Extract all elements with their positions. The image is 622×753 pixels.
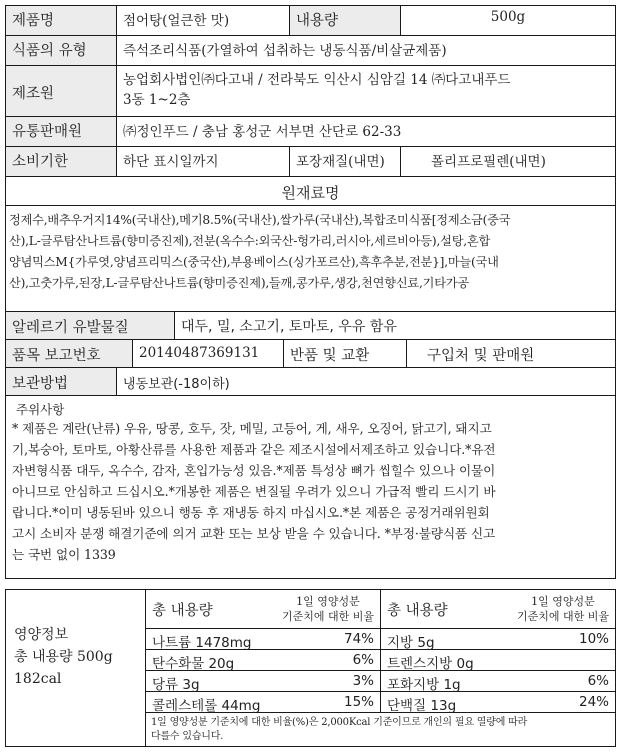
right-header-label: 총 내용량	[387, 603, 448, 619]
nutrition-footnote	[145, 712, 616, 747]
ingredients-text	[5, 205, 616, 312]
storage-value: 냉동보관(-18이하)	[116, 367, 616, 396]
left-header-label: 총 내용량	[152, 603, 213, 619]
nutrient-name: 단백질 13g	[387, 698, 457, 714]
expiry-value: 하단 표시일까지	[116, 146, 290, 177]
nutrition-right-header	[380, 589, 616, 629]
nutrition-title-line-3: 182cal	[14, 671, 62, 687]
ingredients-line: 정제수,배추우거지14%(국내산),메기8.5%(국내산),쌀가루(국내산),복합조미식품[정제소금(중국	[9, 213, 511, 227]
expiry-label: 소비기한	[5, 146, 117, 177]
nutrient-name: 나트륨 1478mg	[152, 635, 252, 651]
left-dv-header	[282, 594, 374, 624]
nutrition-left-header	[145, 589, 381, 629]
nutrient-name: 콜레스테롤 44mg	[152, 698, 261, 714]
dv-header-line-1: 1일 영양성분	[296, 595, 360, 608]
product-info-table	[5, 5, 616, 579]
nutrient-percent: 24%	[578, 694, 609, 710]
packaging-label: 포장재질(내면)	[289, 146, 401, 177]
caution-section	[5, 395, 616, 579]
dv-header-line-2: 기준치에 대한 비율	[516, 610, 609, 623]
caution-line: 아니므로 안심하고 드십시오.*개봉한 제품은 변질될 우려가 있으니 가급적 빨리 드시기 바	[12, 484, 496, 499]
report-number-label: 품목 보고번호	[5, 339, 133, 368]
caution-line: 랍니다.*이미 냉동된바 있으니 행동 후 재냉동 하지 마십시오.*본 제품은 공정거래위원회	[12, 505, 490, 520]
volume-label: 내용량	[289, 5, 401, 36]
nutrient-percent: 10%	[578, 631, 609, 647]
ingredients-line: 산),L-글루탐산나트륨(향미증진제),전분(옥수수:외국산-헝가리,러시아,세르비아등),설탕,혼합	[9, 234, 491, 248]
nutrient-name: 당류 3g	[152, 677, 200, 693]
ingredients-header: 원재료명	[5, 176, 616, 206]
nutrition-title-line-1: 영양정보	[14, 627, 69, 643]
caution-text	[6, 418, 615, 565]
distributor-label: 유통판매원	[5, 116, 117, 147]
nutrient-name: 트렌스지방 0g	[387, 656, 474, 672]
food-type-value: 즉석조리식품(가열하여 섭취하는 냉동식품/비살균제품)	[116, 35, 616, 66]
nutrition-row	[145, 649, 381, 671]
storage-label: 보관방법	[5, 367, 117, 396]
footnote-line-1: 1일 영양성분 기준치에 대한 비율(%)은 2,000Kcal 기준이므로 개인의 필요 열량에 따라	[151, 717, 528, 728]
report-number-value: 20140487369131	[132, 339, 284, 368]
nutrition-row	[145, 670, 381, 692]
return-value: 구입처 및 판매원	[406, 339, 616, 368]
nutrition-title-line-2: 총 내용량 500g	[14, 649, 113, 665]
return-label: 반품 및 교환	[283, 339, 407, 368]
caution-line: 는 국번 없이 1339	[12, 547, 116, 562]
allergen-value: 대두, 밀, 소고기, 토마토, 우유 함유	[174, 311, 616, 340]
allergen-label: 알레르기 유발물질	[5, 311, 175, 340]
nutrient-percent: 15%	[343, 694, 374, 710]
nutrition-row	[145, 691, 381, 713]
manufacturer-line-2: 3동 1~2층	[123, 92, 191, 108]
footnote-line-2: 다를수 있습니다.	[151, 731, 224, 742]
nutrition-row	[145, 628, 381, 650]
product-name-value: 점어탕(얼큰한 맛)	[116, 5, 290, 36]
nutrient-percent: 6%	[352, 652, 374, 668]
nutrient-name: 포화지방 1g	[387, 677, 461, 693]
right-dv-header	[517, 594, 609, 624]
ingredients-line: 양념믹스M{가루엿,양념프리믹스(중국산),부용베이스(싱가포르산),흑후추분,전분}],마늘(국내	[9, 255, 499, 269]
nutrition-row	[380, 670, 616, 692]
nutrition-title	[5, 589, 146, 747]
manufacturer-label: 제조원	[5, 65, 117, 117]
manufacturer-value	[116, 65, 616, 117]
nutrition-row	[380, 628, 616, 650]
product-name-label: 제품명	[5, 5, 117, 36]
manufacturer-line-1: 농업회사법인㈜다고내 / 전라북도 익산시 심암길 14 ㈜다고내푸드	[123, 72, 511, 88]
distributor-value: ㈜정인푸드 / 충남 홍성군 서부면 산단로 62-33	[116, 116, 616, 147]
nutrient-percent: 3%	[352, 673, 374, 689]
caution-line: 자변형식품 대두, 옥수수, 감자, 혼입가능성 있음.*제품 특성상 뼈가 씹힐수 있으나 이물이	[12, 463, 496, 478]
nutrient-percent: 74%	[343, 631, 374, 647]
nutrient-percent: 6%	[587, 673, 609, 689]
nutrient-name: 지방 5g	[387, 635, 435, 651]
ingredients-line: 산),고춧가루,된장,L-글루탐산나트륨(향미증진제),들깨,콩가루,생강,천연향신료,기타가공	[9, 276, 469, 290]
nutrition-row	[380, 649, 616, 671]
nutrient-name: 탄수화물 20g	[152, 656, 235, 672]
dv-header-line-1: 1일 영양성분	[531, 595, 595, 608]
packaging-value: 폴리프로필렌(내면)	[400, 146, 616, 177]
caution-line: 기,복숭아, 토마토, 아황산류를 사용한 제품과 같은 제조시설에서제조하고 있습니다.*유전	[12, 442, 496, 457]
dv-header-line-2: 기준치에 대한 비율	[281, 610, 374, 623]
nutrition-table	[5, 589, 616, 747]
caution-title: 주위사항	[16, 402, 65, 417]
food-type-label: 식품의 유형	[5, 35, 117, 66]
nutrition-row	[380, 691, 616, 713]
caution-line: * 제품은 계란(난류) 우유, 땅콩, 호두, 잣, 메밀, 고등어, 게, 새우, 오징어, 닭고기, 돼지고	[12, 421, 492, 436]
volume-value: 500g	[400, 5, 616, 36]
caution-line: 고시 소비자 분쟁 해결기준에 의거 교환 또는 보상 받을 수 있습니다. *부정·불량식품 신고	[12, 526, 496, 541]
